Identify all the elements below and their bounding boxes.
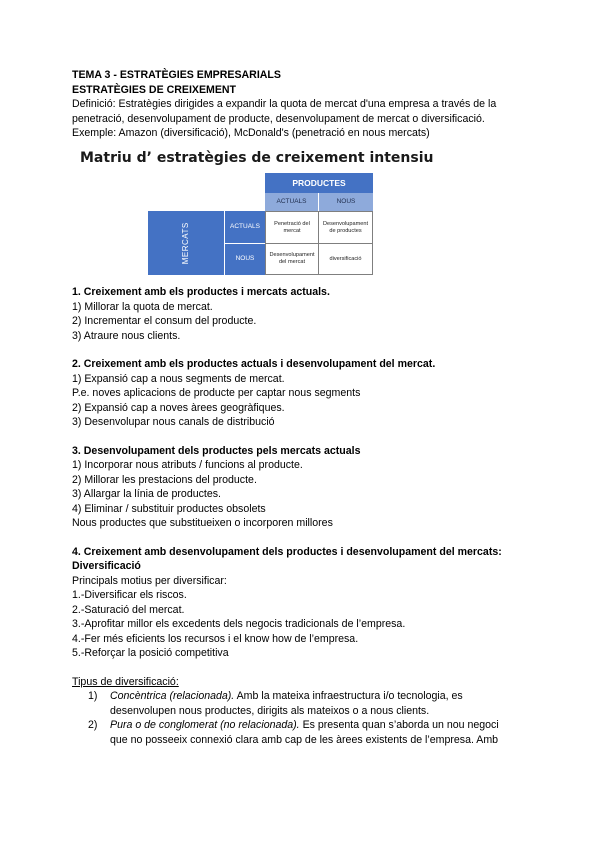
doc-title: TEMA 3 - ESTRATÈGIES EMPRESARIALS [72, 69, 281, 81]
matrix-row-actuals: ACTUALS [224, 211, 265, 243]
item-text: que no posseeix connexió clara amb cap de les àrees existents de l’empresa. Amb [110, 733, 499, 746]
list-item: 1) Incorporar nous atributs / funcions al producte. [72, 459, 303, 471]
list-item: 4) Eliminar / substituir productes obsolets [72, 502, 266, 515]
item-text: desenvolupen nous productes, dirigits als mateixos o a nous clients. [110, 704, 430, 717]
list-item: Nous productes que substitueixen o incorporen millores [72, 517, 333, 529]
section-heading: 3. Desenvolupament dels productes pels mercats actuals [72, 444, 361, 457]
matrix-col-nous: NOUS [319, 193, 373, 211]
section-heading: 2. Creixement amb els productes actuals i desenvolupament del mercat. [72, 358, 436, 370]
list-item: 4.-Fer més eficients los recursos i el know how de l’empresa. [72, 632, 359, 645]
growth-matrix [72, 173, 532, 281]
matrix-cell-penetracio: Penetració del mercat [265, 211, 319, 244]
item-text: Amb la mateixa infraestructura i/o tecnologia, es [234, 690, 463, 702]
matrix-row-nous: NOUS [224, 243, 265, 275]
diversification-types-list [88, 689, 532, 747]
item-emphasis: Pura o de conglomerat (no relacionada). [110, 719, 300, 731]
item-number: 2) [88, 719, 98, 731]
matrix-title: Matriu d’ estratègies de creixement intensiu [80, 149, 434, 166]
list-item [88, 689, 532, 718]
definition-line: Definició: Estratègies dirigides a expandir la quota de mercat d'una empresa a través de la [72, 98, 497, 110]
list-item: P.e. noves aplicacions de producte per captar nous segments [72, 387, 361, 399]
item-number: 1) [88, 690, 98, 702]
section-2 [72, 357, 532, 430]
matrix-col-header: PRODUCTES [265, 173, 373, 193]
list-item: 1) Millorar la quota de mercat. [72, 300, 213, 313]
item-emphasis: Concèntrica (relacionada). [110, 690, 235, 702]
list-item: 3) Desenvolupar nous canals de distribució [72, 416, 275, 428]
matrix-col-actuals: ACTUALS [265, 193, 319, 211]
definition-line: penetració, desenvolupament de producte, desenvolupament de mercat o diversificació. [72, 112, 485, 125]
list-item: 3) Allargar la línia de productes. [72, 488, 221, 500]
list-item [88, 718, 532, 747]
matrix-row-header: MERCATS [148, 211, 224, 275]
diversification-types-heading: Tipus de diversificació: [72, 675, 179, 688]
definition-line: Exemple: Amazon (diversificació), McDonald's (penetració en nous mercats) [72, 127, 430, 139]
list-item: 1.-Diversificar els riscos. [72, 589, 187, 601]
document-page [72, 68, 532, 747]
section-heading: 4. Creixement amb desenvolupament dels productes i desenvolupament del mercats: [72, 545, 502, 558]
matrix-cell-desenv-mercat: Desenvolupament del mercat [265, 243, 319, 275]
list-item: 3) Atraure nous clients. [72, 329, 181, 342]
section-4 [72, 545, 532, 661]
list-item: 3.-Aprofitar millor els excedents dels negocis tradicionals de l’empresa. [72, 618, 406, 630]
matrix-cell-desenv-productes: Desenvolupament de productes [318, 211, 373, 244]
list-item: 2) Millorar les prestacions del producte. [72, 473, 257, 486]
section-subheading: Diversificació [72, 560, 141, 572]
section-3 [72, 444, 532, 531]
list-item: 2.-Saturació del mercat. [72, 603, 185, 616]
section-1 [72, 285, 532, 343]
list-item: 2) Incrementar el consum del producte. [72, 315, 257, 327]
doc-subtitle: ESTRATÈGIES DE CREIXEMENT [72, 83, 237, 96]
matrix-cell-diversificacio: diversificació [318, 243, 373, 275]
list-item: 1) Expansió cap a nous segments de mercat. [72, 372, 285, 385]
section-intro: Principals motius per diversificar: [72, 574, 227, 587]
list-item: 2) Expansió cap a noves àrees geogràfiques. [72, 401, 285, 414]
section-heading: 1. Creixement amb els productes i mercats actuals. [72, 286, 330, 298]
item-text: Es presenta quan s’aborda un nou negoci [299, 719, 499, 731]
list-item: 5.-Reforçar la posició competitiva [72, 647, 229, 659]
